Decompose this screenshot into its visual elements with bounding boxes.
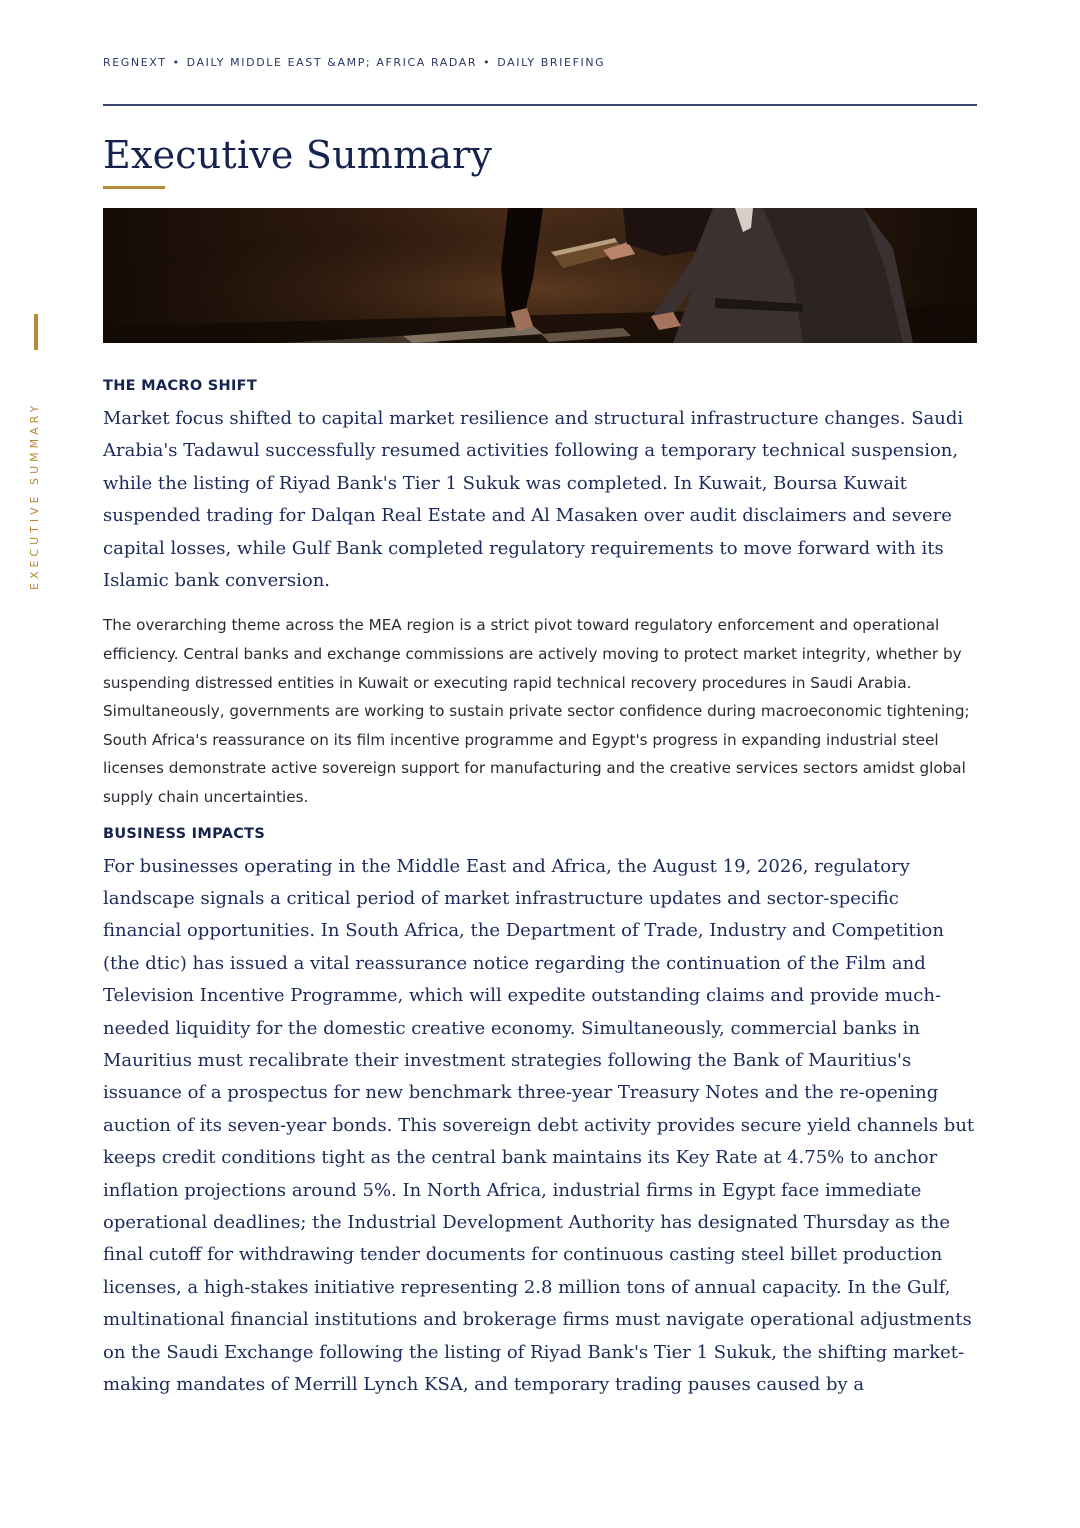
page-content	[103, 0, 977, 1402]
section-label-business-impacts: BUSINESS IMPACTS	[103, 825, 266, 842]
breadcrumb	[103, 56, 977, 69]
section-label-macro-shift: THE MACRO SHIFT	[103, 378, 258, 394]
business-impacts-body: For businesses operating in the Middle East and Africa, the August 19, 2026, regulatory landscape signals a critical period of market infrastructure updates and sector-specific financial opportunities. In South Africa, the Department of Trade, Industry and Competition (the dtic) has issued a vital reassurance notice regarding the continuation of the Film and Television Incentive Programme, which will expedite outstanding claims and provide much-needed liquidity for the domestic creative economy. Simultaneously, commercial banks in Mauritius must recalibrate their investment strategies following the Bank of Mauritius's issuance of a prospectus for new benchmark three-year Treasury Notes and the re-opening auction of its seven-year bonds. This sovereign debt activity provides secure yield channels but keeps credit conditions tight as the central bank maintains its Key Rate at 4.75% to anchor inflation projections around 5%. In North Africa, industrial firms in Egypt face immediate operational deadlines; the Industrial Development Authority has designated Thursday as the final cutoff for withdrawing tender documents for continuous casting steel billet production licenses, a high-stakes initiative representing 2.8 million tons of annual capacity. In the Gulf, multinational financial institutions and brokerage firms must navigate operational adjustments on the Saudi Exchange following the listing of Riyad Bank's Tier 1 Sukuk, the shifting market-making mandates of Merrill Lynch KSA, and temporary trading pauses caused by a	[103, 855, 975, 1396]
breadcrumb-separator: •	[483, 56, 492, 69]
side-accent-bar	[34, 314, 38, 350]
title-underline	[103, 186, 165, 189]
side-section-label: EXECUTIVE SUMMARY	[28, 401, 41, 590]
macro-shift-body: The overarching theme across the MEA region is a strict pivot toward regulatory enforcement and operational efficiency. Central banks and exchange commissions are actively moving to protect market integrity, whether by suspending distressed entities in Kuwait or executing rapid technical recovery procedures in Saudi Arabia. Simultaneously, governments are working to sustain private sector confidence during macroeconomic tightening; South Africa's reassurance on its film incentive programme and Egypt's progress in expanding industrial steel licenses demonstrate active sovereign support for manufacturing and the creative services sectors amidst global supply chain uncertainties.	[103, 616, 970, 806]
breadcrumb-separator: •	[172, 56, 181, 69]
breadcrumb-item-brand: REGNEXT	[103, 56, 167, 69]
header-divider	[103, 104, 977, 106]
breadcrumb-item-type: DAILY BRIEFING	[497, 56, 606, 69]
breadcrumb-item-publication: DAILY MIDDLE EAST &AMP; AFRICA RADAR	[186, 56, 478, 69]
hero-illustration	[103, 208, 977, 343]
macro-shift-lead: Market focus shifted to capital market resilience and structural infrastructure changes. Saudi Arabia's Tadawul successfully resumed activities following a temporary technical suspension, while the listing of Riyad Bank's Tier 1 Sukuk was completed. In Kuwait, Boursa Kuwait suspended trading for Dalqan Real Estate and Al Masaken over audit disclaimers and severe capital losses, while Gulf Bank completed regulatory requirements to move forward with its Islamic bank conversion.	[103, 408, 964, 592]
page-title: Executive Summary	[103, 133, 493, 177]
hero-image	[103, 208, 977, 343]
